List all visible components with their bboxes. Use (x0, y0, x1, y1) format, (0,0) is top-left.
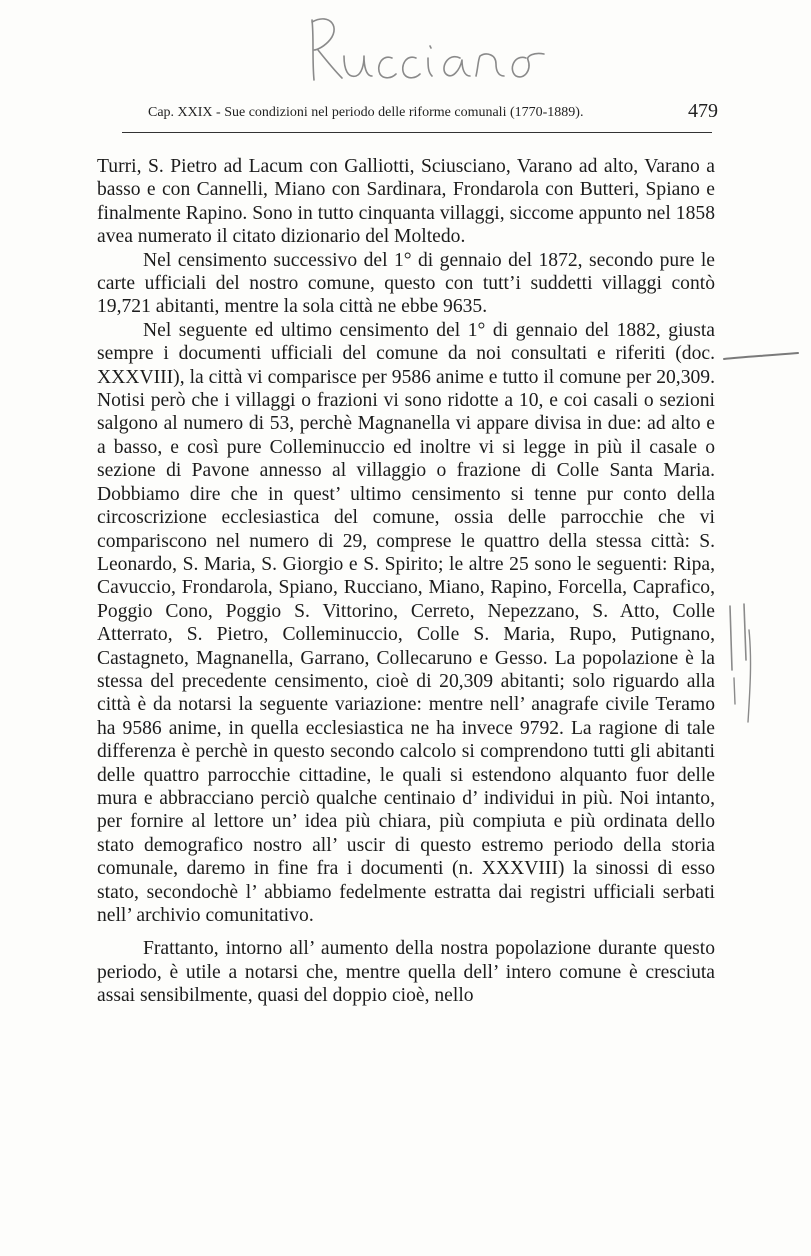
paragraph-1: Turri, S. Pietro ad Lacum con Galliotti, Sciusciano, Varano ad alto, Varano a basso e con Cannelli, Miano con Sardinara, Frondarola con Butteri, Spiano e finalmente Rapino. Sono in tutto cinquanta villaggi, siccome appunto nel 1858 avea numerato il citato dizionario del Moltedo. (97, 156, 715, 248)
header-rule (122, 132, 712, 133)
pencil-margin-lines (722, 600, 762, 730)
paragraph-4: Frattanto, intorno all’ aumento della nostra popolazione durante questo periodo, è utile a notarsi che, mentre quella dell’ intero comune è cresciuta assai sensibilmente, quasi del doppio cioè, nello (97, 938, 715, 1007)
chapter-title: Cap. XXIX - Sue condizioni nel periodo delle riforme comunali (1770-1889). (148, 105, 584, 120)
page-number: 479 (688, 100, 718, 122)
body-text (97, 155, 715, 1008)
running-header (118, 100, 718, 126)
paragraph-3: Nel seguente ed ultimo censimento del 1° di gennaio del 1882, giusta sempre i documenti ufficiali del comune da noi consultati e riferiti (doc. XXXVIII), la città vi comparisce per 9586 anime e tutto il comune per 20,309. Notisi però che i villaggi o frazioni vi sono ridotte a 10, e coi casali o sezioni salgono al numero di 53, perchè Magnanella vi appare divisa in due: ad alto e a basso, e così pure Colleminuccio ed inoltre vi si legge in più il casale o sezione di Pavone annesso al villaggio o frazione di Colle Santa Maria. Dobbiamo dire che in quest’ ultimo censimento si tenne pur conto della circoscrizione ecclesiastica del comune, ossia delle parrocchie che vi compariscono nel numero di 29, comprese le quattro della stessa città: S. Leonardo, S. Maria, S. Giorgio e S. Spirito; le altre 25 sono le seguenti: Ripa, Cavuccio, Frondarola, Spiano, Rucciano, Miano, Rapino, Forcella, Caprafico, Poggio Cono, Poggio S. Vittorino, Cerreto, Nepezzano, S. Atto, Colle Atterrato, S. Pietro, Colleminuccio, Colle S. Maria, Rupo, Putignano, Castagneto, Magnanella, Garrano, Collecaruno e Gesso. La popolazione è la stessa del precedente censimento, cioè di 20,309 abitanti; solo riguardo alla città è da notarsi la seguente variazione: mentre nell’ anagrafe civile Teramo ha 9586 anime, in quella ecclesiastica ne ha invece 9792. La ragione di tale differenza è perchè in questo secondo calcolo si comprendono tutti gli abitanti delle quattro parrocchie cittadine, le quali si estendono alquanto fuor delle mura e abbracciano perciò qualche centinaio d’ individui in più. Noi intanto, per fornire al lettore un’ idea più chiara, più compiuta e più ordinata dello stato demografico nostro all’ uscir di questo estremo periodo della storia comunale, daremo in fine fra i documenti (n. XXXVIII) la sinossi di esso stato, secondochè l’ abbiamo fedelmente estratta dai registri ufficiali serbati nell’ archivio comunitativo. (97, 319, 715, 926)
paragraph-2: Nel censimento successivo del 1° di gennaio del 1872, secondo pure le carte ufficiali del nostro comune, questo con tutt’i suddetti villaggi contò 19,721 abitanti, mentre la sola città ne ebbe 9635. (97, 249, 715, 318)
handwritten-note-rucciano (300, 8, 580, 88)
pencil-dash-mark (722, 350, 802, 366)
